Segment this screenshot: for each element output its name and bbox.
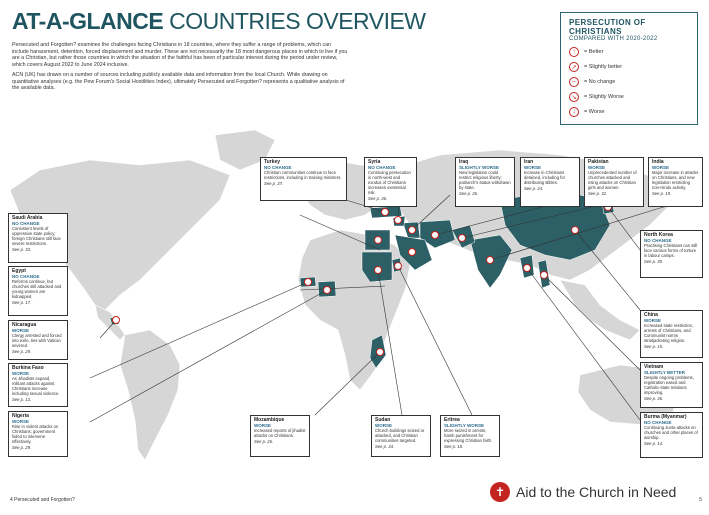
country-name: India [652, 159, 664, 165]
legend-title: PERSECUTION OF CHRISTIANS [569, 18, 646, 36]
legend-label: = No change [584, 79, 616, 85]
country-box-vietnam [640, 362, 703, 408]
country-text: Increased state restriction, arrests of Christians, and Communist norms straitjacketing religion. [644, 323, 694, 343]
marker-egypt [375, 237, 382, 244]
marker-iraq [409, 227, 416, 234]
country-name: Pakistan [588, 159, 609, 165]
country-see: See p. 15. [644, 344, 664, 349]
intro-paragraph-1: Persecuted and Forgotten? examines the challenges facing Christians in 18 countries, where they suffer a range of problems, which can include harassment, detention, forced displacement and murder. These are not necessarily the 18 most dangerous places in which to live if you are a Christian, but rather those countries in which the situation of the faithful has been of particular interest during the period under review, which covers August 2022 to June 2024 inclusive. [12, 42, 348, 68]
legend-label: = Worse [584, 109, 605, 115]
country-status: WORSE [375, 423, 393, 428]
country-see: See p. 29. [12, 349, 32, 354]
country-name: China [644, 312, 658, 318]
country-text: Christian communities continue to face restrictions, including in training ministers. [264, 170, 342, 180]
marker-burkina [305, 279, 312, 286]
country-name: Iraq [459, 159, 469, 165]
country-box-egypt [8, 266, 68, 316]
country-see: See p. 19. [652, 191, 672, 196]
marker-iran [432, 232, 439, 239]
country-status: WORSE [12, 371, 30, 376]
country-name: Eritrea [444, 417, 460, 423]
country-see: See p. 33. [12, 247, 32, 252]
legend-item-slightly-better [569, 62, 689, 72]
country-text: New legislation could restrict religious liberty; patriarch's status withdrawn by state. [459, 170, 511, 190]
country-status: NO CHANGE [368, 165, 396, 170]
country-box-china [640, 310, 703, 358]
marker-china [572, 227, 579, 234]
country-box-north-korea [640, 230, 703, 278]
country-status: NO CHANGE [644, 238, 672, 243]
country-text: Practising Christians can still face various forms of torture in labour camps. [644, 243, 698, 258]
country-name: North Korea [644, 232, 673, 238]
southeast-asia [560, 280, 640, 340]
country-text: Increased reports of jihadist attacks on Christians. [254, 428, 306, 438]
country-see: See p. 36. [368, 196, 388, 201]
leader-line [398, 266, 472, 415]
cross-icon: ✝ [490, 482, 510, 502]
country-box-turkey [260, 157, 347, 201]
south-america [120, 330, 180, 460]
country-text: Church buildings seized or attacked, and Christian communities targeted. [375, 428, 425, 443]
marker-india [487, 257, 494, 264]
country-status: NO CHANGE [264, 165, 292, 170]
country-text: Continuing persecution in north-west and exodus of Christians increases existential risk. [368, 170, 411, 195]
legend-label: = Better [584, 49, 604, 55]
country-status: SLIGHTLY BETTER [644, 370, 686, 375]
country-box-saudi [8, 213, 68, 263]
footer-page-left: 4 Persecuted and Forgotten? [10, 497, 75, 503]
country-text: Despite ongoing problems, registration eased and Catholic-state relations improving. [644, 375, 694, 395]
country-box-nigeria [8, 411, 68, 457]
country-box-mozambique [250, 415, 310, 457]
country-text: Rise in violent attacks on Christians; government failed to intervene effectively. [12, 424, 59, 444]
country-see: See p. 17. [12, 300, 32, 305]
no-change-arrow-icon: ⇔ [571, 79, 577, 85]
country-text: Reforms continue, but churches still attacked and young women are kidnapped. [12, 279, 62, 299]
acn-logo [490, 482, 676, 502]
country-name: Burma (Myanmar) [644, 414, 687, 420]
title-rest: COUNTRIES OVERVIEW [163, 8, 426, 34]
country-name: Sudan [375, 417, 391, 423]
country-name: Iran [524, 159, 534, 165]
country-box-iraq [455, 157, 515, 207]
country-box-sudan [371, 415, 431, 457]
legend-item-slightly-worse [569, 92, 689, 102]
marker-saudi [409, 249, 416, 256]
country-status: WORSE [644, 318, 662, 323]
country-text: Unprecedented number of churches attacked and rising attacks on Christian girls and women. [588, 170, 637, 190]
country-see: See p. 13. [12, 397, 32, 402]
legend-subtitle: COMPARED WITH 2020-2022 [569, 36, 658, 42]
country-text: Clergy arrested and forced into exile, ties with Vatican severed. [12, 333, 62, 348]
country-status: NO CHANGE [12, 274, 40, 279]
country-see: See p. 18. [444, 444, 464, 449]
legend-item-better [569, 47, 689, 57]
country-status: WORSE [254, 423, 272, 428]
footer-page-right: 5 [699, 497, 702, 503]
country-status: WORSE [12, 419, 30, 424]
country-box-nicaragua [8, 320, 68, 360]
marker-pakistan [459, 235, 466, 242]
country-name: Syria [368, 159, 381, 165]
central-america [95, 305, 125, 340]
worse-arrow-icon: ↓ [569, 107, 579, 117]
country-box-burkina [8, 363, 68, 407]
country-status: SLIGHTLY WORSE [459, 165, 500, 170]
marker-vietnam [541, 272, 548, 279]
country-see: See p. 32. [588, 191, 608, 196]
country-status: WORSE [652, 165, 670, 170]
country-see: See p. 29. [12, 445, 32, 450]
country-status: NO CHANGE [12, 221, 40, 226]
country-name: Saudi Arabia [12, 215, 43, 221]
intro-paragraph-2: ACN (UK) has drawn on a number of sources including publicly available data and information from the local Church. While drawing on quantitative analyses (e.g. the Pew Forum's Social Hostilities Index), ultimately Persecuted and Forgotten? represents a qualitative analysis of the available data. [12, 72, 345, 91]
marker-turkey [382, 209, 389, 216]
country-see: See p. 34. [375, 444, 395, 449]
marker-eritrea [395, 263, 402, 270]
logo-text: Aid to the Church in Need [516, 484, 677, 500]
country-name: Burkina Faso [12, 365, 44, 371]
country-name: Vietnam [644, 364, 664, 370]
country-text: As Jihadists expand, militant attacks against Christians increase including sexual violence. [12, 376, 60, 396]
country-text: Continuing Junta attacks on churches and other places of worship. [644, 425, 698, 440]
marker-nicaragua [113, 317, 120, 324]
country-status: WORSE [524, 165, 542, 170]
country-see: See p. 30. [644, 259, 664, 264]
country-status: WORSE [12, 328, 30, 333]
country-name: Nigeria [12, 413, 29, 419]
marker-mozambique [377, 349, 384, 356]
country-box-burma [640, 412, 703, 458]
legend [560, 12, 698, 125]
country-see: See p. 14. [644, 441, 664, 446]
country-status: SLIGHTLY WORSE [444, 423, 485, 428]
country-see: See p. 26. [254, 439, 274, 444]
country-status: WORSE [588, 165, 606, 170]
country-see: See p. 24. [524, 186, 544, 191]
country-see: See p. 26. [459, 191, 479, 196]
marker-nigeria [324, 287, 331, 294]
country-box-pakistan [584, 157, 644, 207]
slightly-worse-arrow-icon: ↘ [569, 92, 579, 102]
country-text: Consistent levels of oppressive state policy; foreign Christians still face severe restrictions. [12, 226, 61, 246]
marker-syria [395, 217, 402, 224]
country-text: Major increase in attacks on Christians, and new legislation restricting non-Hindu activity. [652, 170, 699, 190]
country-name: Turkey [264, 159, 281, 165]
intro-text [12, 42, 348, 96]
country-status: NO CHANGE [644, 420, 672, 425]
better-arrow-icon: ↑ [569, 47, 579, 57]
country-name: Nicaragua [12, 322, 37, 328]
legend-label: = Slightly Worse [584, 94, 624, 100]
marker-sudan [375, 267, 382, 274]
page-title [12, 8, 426, 35]
country-box-india [648, 157, 703, 207]
legend-item-worse [569, 107, 689, 117]
slightly-better-arrow-icon: ↗ [569, 62, 579, 72]
country-box-eritrea [440, 415, 500, 457]
africa [298, 230, 410, 390]
country-text: Increase in Christians detained, including for distributing Bibles. [524, 170, 565, 185]
country-see: See p. 36. [644, 396, 664, 401]
country-name: Egypt [12, 268, 26, 274]
title-bold: AT-A-GLANCE [12, 8, 164, 34]
legend-label: = Slightly better [584, 64, 623, 70]
country-see: See p. 37. [264, 181, 284, 186]
country-box-iran [520, 157, 580, 207]
country-box-syria [364, 157, 417, 207]
country-name: Mozambique [254, 417, 285, 423]
marker-burma [524, 265, 531, 272]
legend-item-no-change [569, 77, 689, 87]
leader-line [90, 282, 308, 378]
country-text: More seized in arrests, harsh punishment for expressing Christian faith. [444, 428, 493, 443]
